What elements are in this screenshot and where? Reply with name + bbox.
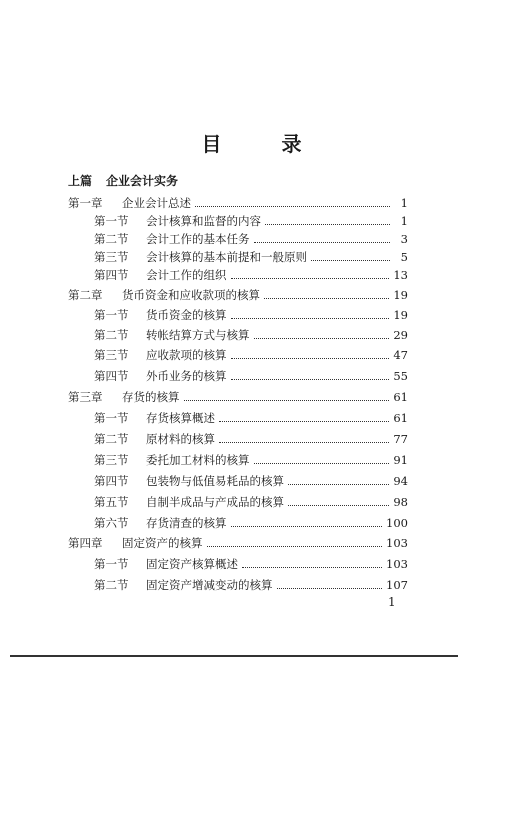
entry-label: 第四节 bbox=[94, 268, 129, 282]
toc-section bbox=[94, 409, 408, 427]
part-heading bbox=[68, 172, 178, 189]
toc-chapter bbox=[68, 194, 408, 212]
entry-title: 固定资产的核算 bbox=[122, 536, 203, 550]
entry-label: 第五节 bbox=[94, 495, 129, 509]
leader-dots bbox=[231, 346, 390, 359]
toc-section bbox=[94, 230, 408, 248]
page-title bbox=[0, 128, 505, 157]
entry-title: 委托加工材料的核算 bbox=[146, 453, 250, 467]
leader-dots bbox=[254, 326, 390, 339]
toc-section bbox=[94, 306, 408, 324]
toc-section bbox=[94, 493, 408, 511]
entry-label: 第一节 bbox=[94, 308, 129, 322]
entry-title: 原材料的核算 bbox=[146, 432, 215, 446]
toc-section bbox=[94, 346, 408, 364]
entry-label: 第二章 bbox=[68, 288, 103, 302]
entry-title: 会计核算的基本前提和一般原则 bbox=[146, 250, 307, 264]
title-char-1: 目 bbox=[201, 132, 224, 156]
entry-label: 第四节 bbox=[94, 474, 129, 488]
leader-dots bbox=[264, 286, 389, 299]
entry-page: 19 bbox=[393, 288, 408, 302]
entry-title: 转帐结算方式与核算 bbox=[146, 328, 250, 342]
entry-page: 94 bbox=[393, 474, 408, 488]
toc-section bbox=[94, 326, 408, 344]
entry-title: 存货核算概述 bbox=[146, 411, 215, 425]
entry-page: 77 bbox=[393, 432, 408, 446]
entry-page: 1 bbox=[400, 214, 408, 228]
entry-label: 第四节 bbox=[94, 369, 129, 383]
toc-section bbox=[94, 367, 408, 385]
entry-label: 第二节 bbox=[94, 232, 129, 246]
entry-title: 会计核算和监督的内容 bbox=[146, 214, 261, 228]
leader-dots bbox=[311, 248, 390, 261]
part-title: 企业会计实务 bbox=[106, 174, 179, 188]
entry-page: 98 bbox=[393, 495, 408, 509]
page-number: 1 bbox=[388, 595, 396, 609]
entry-title: 固定资产核算概述 bbox=[146, 557, 238, 571]
entry-label: 第一章 bbox=[68, 196, 103, 210]
entry-page: 19 bbox=[393, 308, 408, 322]
entry-title: 存货清查的核算 bbox=[146, 516, 227, 530]
toc-chapter bbox=[68, 286, 408, 304]
entry-page: 103 bbox=[386, 536, 408, 550]
entry-title: 会计工作的组织 bbox=[146, 268, 227, 282]
leader-dots bbox=[288, 493, 389, 506]
leader-dots bbox=[231, 266, 390, 279]
leader-dots bbox=[254, 451, 390, 464]
leader-dots bbox=[265, 212, 390, 225]
toc-section bbox=[94, 514, 408, 532]
leader-dots bbox=[195, 194, 390, 207]
entry-page: 1 bbox=[400, 196, 408, 210]
leader-dots bbox=[219, 430, 389, 443]
leader-dots bbox=[219, 409, 389, 422]
entry-label: 第一节 bbox=[94, 411, 129, 425]
toc-section bbox=[94, 266, 408, 284]
entry-label: 第二节 bbox=[94, 328, 129, 342]
entry-title: 包装物与低值易耗品的核算 bbox=[146, 474, 284, 488]
toc-section bbox=[94, 555, 408, 573]
toc-section bbox=[94, 576, 408, 594]
title-char-2: 录 bbox=[281, 132, 304, 156]
leader-dots bbox=[207, 534, 383, 547]
entry-title: 会计工作的基本任务 bbox=[146, 232, 250, 246]
entry-label: 第三节 bbox=[94, 348, 129, 362]
leader-dots bbox=[288, 472, 389, 485]
entry-page: 13 bbox=[393, 268, 408, 282]
entry-label: 第二节 bbox=[94, 432, 129, 446]
entry-page: 47 bbox=[393, 348, 408, 362]
leader-dots bbox=[231, 306, 390, 319]
entry-page: 100 bbox=[386, 516, 408, 530]
toc-section bbox=[94, 430, 408, 448]
toc-chapter bbox=[68, 388, 408, 406]
bottom-rule bbox=[10, 655, 458, 657]
toc-section bbox=[94, 472, 408, 490]
leader-dots bbox=[184, 388, 390, 401]
entry-label: 第六节 bbox=[94, 516, 129, 530]
entry-page: 91 bbox=[393, 453, 408, 467]
toc-section bbox=[94, 248, 408, 266]
entry-label: 第四章 bbox=[68, 536, 103, 550]
entry-label: 第三节 bbox=[94, 453, 129, 467]
entry-label: 第二节 bbox=[94, 578, 129, 592]
entry-title: 外币业务的核算 bbox=[146, 369, 227, 383]
entry-page: 61 bbox=[393, 390, 408, 404]
entry-page: 29 bbox=[393, 328, 408, 342]
leader-dots bbox=[254, 230, 391, 243]
entry-title: 应收款项的核算 bbox=[146, 348, 227, 362]
entry-page: 3 bbox=[400, 232, 408, 246]
toc-section bbox=[94, 451, 408, 469]
entry-page: 5 bbox=[400, 250, 408, 264]
entry-title: 存货的核算 bbox=[122, 390, 180, 404]
entry-page: 55 bbox=[393, 369, 408, 383]
entry-label: 第一节 bbox=[94, 214, 129, 228]
entry-page: 61 bbox=[393, 411, 408, 425]
toc-section bbox=[94, 212, 408, 230]
leader-dots bbox=[231, 367, 390, 380]
leader-dots bbox=[277, 576, 383, 589]
entry-title: 企业会计总述 bbox=[122, 196, 191, 210]
entry-label: 第三章 bbox=[68, 390, 103, 404]
entry-title: 自制半成品与产成品的核算 bbox=[146, 495, 284, 509]
leader-dots bbox=[242, 555, 382, 568]
entry-title: 货币资金的核算 bbox=[146, 308, 227, 322]
entry-label: 第一节 bbox=[94, 557, 129, 571]
entry-page: 103 bbox=[386, 557, 408, 571]
toc-chapter bbox=[68, 534, 408, 552]
part-label: 上篇 bbox=[68, 174, 93, 188]
entry-title: 货币资金和应收款项的核算 bbox=[122, 288, 260, 302]
leader-dots bbox=[231, 514, 383, 527]
entry-page: 107 bbox=[386, 578, 408, 592]
entry-label: 第三节 bbox=[94, 250, 129, 264]
entry-title: 固定资产增减变动的核算 bbox=[146, 578, 273, 592]
